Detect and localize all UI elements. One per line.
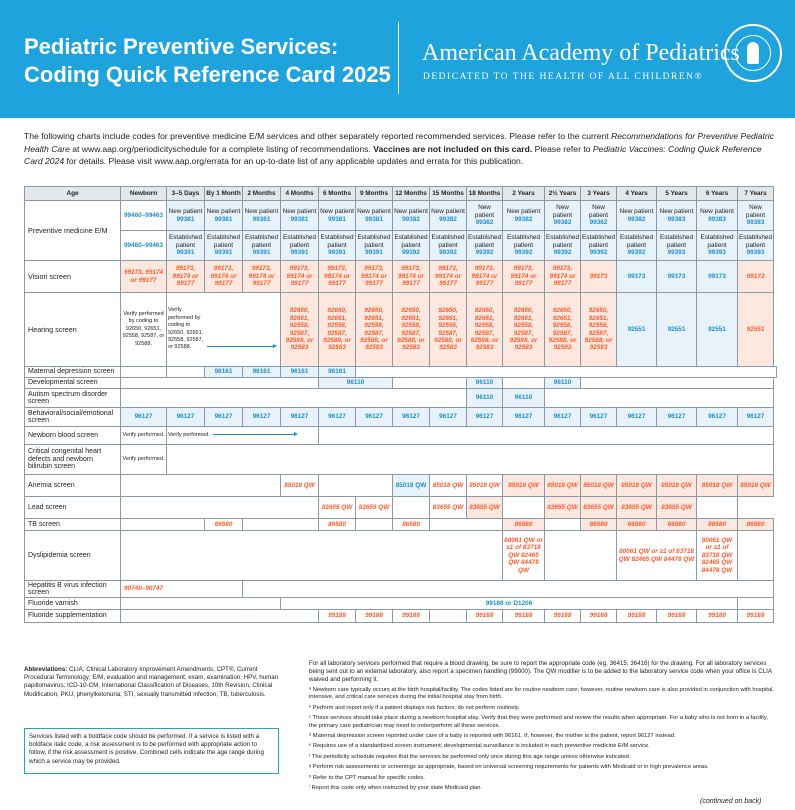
table-cell: 99173 [657, 261, 697, 293]
table-cell: 99173, 99174 or 99177 [281, 261, 319, 293]
table-cell: 96127 [205, 408, 243, 427]
table-cell: 99173, 99174 or 99177 [467, 261, 503, 293]
table-cell: Established patient 99392 [503, 231, 545, 261]
table-cell: 96127 [430, 408, 467, 427]
table-cell: New patient 99381 [356, 201, 393, 231]
table-cell: 96110 [467, 389, 503, 408]
table-cell: 99173, 99174 or 99177 [356, 261, 393, 293]
age-1-month: By 1 Month [205, 187, 243, 201]
age-5-years: 5 Years [657, 187, 697, 201]
row-label-anemia: Anemia screen [25, 475, 121, 497]
header-divider [398, 22, 399, 94]
table-cell: 83655 QW [617, 497, 657, 519]
table-cell: Established patient 99391 [356, 231, 393, 261]
table-cell: 99173, 99174 or 99177 [503, 261, 545, 293]
table-cell [430, 610, 467, 623]
table-cell: Established patient 99392 [617, 231, 657, 261]
table-cell: 99188 [738, 610, 774, 623]
table-cell: 99173, 99174 or 99177 [430, 261, 467, 293]
table-cell: 96127 [503, 408, 545, 427]
lead-row [25, 497, 777, 519]
table-cell: 96127 [393, 408, 430, 427]
footnote-d: ᵈ Maternal depression screen reported under care of a baby is reported with 96161. If, however, the mother is the patient, report 96127 instead. [309, 733, 676, 740]
table-cell: 99188 [545, 610, 581, 623]
table-cell: New patient 99383 [657, 201, 697, 231]
table-cell: 99188 [467, 610, 503, 623]
table-cell: Established patient 99392 [467, 231, 503, 261]
table-cell: New patient 99381 [319, 201, 356, 231]
row-label-preventive: Preventive medicine E/M [25, 201, 121, 261]
table-cell: 96110 [545, 378, 581, 389]
table-cell: 99188 [617, 610, 657, 623]
age-2-months: 2 Months [243, 187, 281, 201]
behavioral-row [25, 408, 777, 427]
autism-row [25, 389, 777, 408]
table-cell: New patient 99382 [467, 201, 503, 231]
table-cell: 96110 [467, 378, 503, 389]
table-cell: 86580 [697, 519, 738, 531]
org-name: American Academy of Pediatrics [422, 40, 740, 66]
table-cell: 85018 QW [393, 475, 430, 497]
table-cell: 86580 [617, 519, 657, 531]
table-cell [545, 519, 581, 531]
age-2-5-years: 2½ Years [545, 187, 581, 201]
table-cell: New patient 99382 [430, 201, 467, 231]
table-cell [121, 519, 205, 531]
developmental-row [25, 378, 777, 389]
row-label-vision: Vision screen [25, 261, 121, 293]
table-cell: 96161 [243, 367, 281, 378]
table-cell: 92551 [738, 293, 774, 367]
table-cell: 96127 [738, 408, 774, 427]
table-cell: 92650, 92651, 92558, 92587, 92588, or 92583 [545, 293, 581, 367]
table-cell: 99173 [581, 261, 617, 293]
footnote-c: ᶜ These services should take place during a newborn hospital stay. Verify that they were performed and review the results when appropriate. For a baby who is not born in a facility, the primary care pediatrician may need to order/perform all these services. [309, 715, 768, 729]
table-cell: Established patient 99392 [581, 231, 617, 261]
table-cell: Established patient 99391 [319, 231, 356, 261]
table-cell: 96127 [121, 408, 167, 427]
table-cell [581, 378, 774, 389]
table-cell: New patient 99383 [738, 201, 774, 231]
coding-table [24, 186, 777, 623]
age-6-months: 6 Months [319, 187, 356, 201]
age-3-5-days: 3–5 Days [167, 187, 205, 201]
table-cell [121, 367, 167, 378]
table-cell [356, 367, 777, 378]
abbreviations: Abbreviations: CLIA, Clinical Laboratory Improvement Amendments; CPT®, Current Procedural Terminology; E/M, evaluation and management; exam, examination; HPV, human papillomavirus; ICD-10-CM, International Classification of Diseases, 10th Revision, Clinical Modification; PKU, phenylketonuria; STI, sexually transmitted infection; TB, tuberculosis. [24, 666, 279, 698]
table-cell: 99173, 99174 or 99177 [205, 261, 243, 293]
table-cell: 80061 QW or ≥1 of 83718 QW 82465 QW 84478 QW [503, 531, 545, 581]
table-cell: 85018 QW [617, 475, 657, 497]
footnote-a: ᵃ Newborn care typically occurs at the birth hospital/facility. The codes listed are for routine newborn care; however, routine newborn care is also provided in conjunction with hospital, intensive, and critical care services during the initial hospital stay from birth. [309, 687, 774, 701]
age-4-months: 4 Months [281, 187, 319, 201]
table-cell [319, 475, 393, 497]
table-cell: 83655 QW [430, 497, 467, 519]
age-7-years: 7 Years [738, 187, 774, 201]
age-2-years: 2 Years [503, 187, 545, 201]
table-cell [738, 598, 774, 610]
table-cell: 99188 [503, 610, 545, 623]
footnote-f: ᶠ The periodicity schedule requires that the services be performed only once during this age range unless otherwise indicated. [309, 753, 631, 760]
table-cell: 99188 [657, 610, 697, 623]
table-cell: 85018 QW [467, 475, 503, 497]
table-cell: 92650, 92651, 92558, 92587, 92588, or 92583 [503, 293, 545, 367]
table-cell: 99188 or D1206 [281, 598, 738, 610]
table-cell [243, 519, 319, 531]
table-cell: 92650, 92651, 92558, 92587, 92588, or 92583 [281, 293, 319, 367]
table-cell: 83655 QW [319, 497, 356, 519]
table-cell: 92650, 92651, 92558, 92587, 92588, or 92583 [430, 293, 467, 367]
table-cell: 86580 [581, 519, 617, 531]
hepb-row [25, 581, 777, 598]
table-cell: 99173, 99174 or 99177 [393, 261, 430, 293]
preventive-established-row [25, 231, 777, 261]
table-cell: 85018 QW [581, 475, 617, 497]
age-18-months: 18 Months [467, 187, 503, 201]
maternal-row [25, 367, 777, 378]
table-cell: 80061 QW or ≥1 of 83718 QW 82465 QW 84478 QW [617, 531, 697, 581]
table-cell: Established patient 99391 [281, 231, 319, 261]
hearing-row [25, 293, 777, 367]
row-label-hepb: Hepatitis B virus infection screen [25, 581, 121, 598]
varnish-row [25, 598, 777, 610]
supplement-row [25, 610, 777, 623]
table-cell [393, 497, 430, 519]
table-cell: 85018 QW [697, 475, 738, 497]
table-cell: Established patient 99391 [167, 231, 205, 261]
table-cell: 86580 [319, 519, 356, 531]
table-cell: 99173 [697, 261, 738, 293]
table-cell: 96127 [545, 408, 581, 427]
table-cell: 85018 QW [503, 475, 545, 497]
table-cell [503, 497, 545, 519]
table-cell [356, 519, 393, 531]
table-cell: Established patient 99391 [205, 231, 243, 261]
table-cell: Established patient 99391 [243, 231, 281, 261]
table-cell: 99173, 99174 or 99177 [121, 261, 167, 293]
footnote-g: ᵍ Perform risk assessments or screenings as appropriate, based on universal screening requirements for patients with Medicaid or in high prevalence areas. [309, 764, 709, 771]
table-cell: Verify performed by coding to 92650, 92651, 92558, 92587, or 92588. [167, 293, 281, 367]
table-cell [545, 531, 617, 581]
age-header-row [25, 187, 777, 201]
arrow-icon [213, 434, 295, 435]
footnote-i: ⁱ Report this code only when instructed by your state Medicaid plan. [309, 785, 483, 792]
table-cell: 96127 [657, 408, 697, 427]
page-title-line1: Pediatric Preventive Services: [24, 34, 339, 59]
table-cell [167, 367, 205, 378]
row-label-lead: Lead screen [25, 497, 121, 519]
table-cell: New patient 99382 [617, 201, 657, 231]
cell: 99460–99463 [121, 201, 167, 231]
table-cell [121, 378, 319, 389]
table-cell: Verify performed by coding to 92650, 92651, 92558, 92587, or 92588. [121, 293, 167, 367]
lab-note: For all laboratory services performed that require a blood drawing, be sure to report the appropriate code (eg, 36415, 36416) for the drawing. For all laboratory services being sent out to an external laboratory, also report a specimen handling (99000). The QW modifier is to be added to the laboratory service code when your office is CLIA waived and performing it. [309, 660, 772, 683]
table-cell: 85018 QW [738, 475, 774, 497]
age-15-months: 15 Months [430, 187, 467, 201]
footnote-e: ᵉ Requires use of a standardized screen instrument; developmental surveillance is included in each preventive medicine E/M service. [309, 743, 650, 750]
row-label-hearing: Hearing screen [25, 293, 121, 367]
row-label-cchd: Critical congenital heart defects and newborn bilirubin screen [25, 445, 121, 475]
table-cell: 92650, 92651, 92558, 92587, 92588, or 92583 [467, 293, 503, 367]
preventive-new-row [25, 201, 777, 231]
age-newborn: Newborn [121, 187, 167, 201]
table-cell: 85018 QW [657, 475, 697, 497]
row-label-behavioral: Behavioral/social/emotional screen [25, 408, 121, 427]
table-cell: 83655 QW [467, 497, 503, 519]
table-cell [319, 427, 774, 445]
row-label-autism: Autism spectrum disorder screen [25, 389, 121, 408]
anemia-row [25, 475, 777, 497]
table-cell: 99173 [738, 261, 774, 293]
table-cell: New patient 99381 [205, 201, 243, 231]
table-cell: 96127 [581, 408, 617, 427]
row-label-dyslipidemia: Dyslipidemia screen [25, 531, 121, 581]
vision-row [25, 261, 777, 293]
table-cell: 96127 [617, 408, 657, 427]
table-cell [243, 581, 774, 598]
table-cell: 80061 QW or ≥1 of 83718 QW 82465 QW 84478 QW [697, 531, 738, 581]
table-cell: Established patient 99392 [393, 231, 430, 261]
table-cell: Verify performed. [121, 427, 167, 445]
row-label-supplement: Fluoride supplementation [25, 610, 121, 623]
table-cell: 86580 [503, 519, 545, 531]
age-3-years: 3 Years [581, 187, 617, 201]
table-cell: 99173, 99174 or 99177 [243, 261, 281, 293]
table-cell: 96127 [467, 408, 503, 427]
arrow-icon [207, 346, 274, 347]
table-cell: 96127 [167, 408, 205, 427]
table-cell [545, 389, 774, 408]
table-cell: 99188 [319, 610, 356, 623]
age-12-months: 12 Months [393, 187, 430, 201]
table-cell: 96127 [697, 408, 738, 427]
row-label-maternal: Maternal depression screen [25, 367, 121, 378]
table-cell [121, 497, 319, 519]
table-cell: 85018 QW [545, 475, 581, 497]
footnote-h: ʰ Refer to the CPT manual for specific codes. [309, 774, 425, 781]
table-cell: 99188 [393, 610, 430, 623]
table-cell: 83655 QW [356, 497, 393, 519]
table-cell: New patient 99383 [697, 201, 738, 231]
table-cell: 96127 [319, 408, 356, 427]
footnote-b: ᵇ Perform and report only if a patient displays risk factors; do not perform routinely. [309, 704, 520, 711]
header-banner [0, 0, 795, 118]
table-cell: 96127 [281, 408, 319, 427]
age-6-years: 6 Years [697, 187, 738, 201]
table-cell: Established patient 99393 [657, 231, 697, 261]
age-4-years: 4 Years [617, 187, 657, 201]
table-cell: 99188 [581, 610, 617, 623]
dyslipidemia-row [25, 531, 777, 581]
intro-paragraph: The following charts include codes for preventive medicine E/M services and other separately reported recommended services. Please refer to the current Recommendations for Preventive Pediatric Health Care at www.aap.org/periodicityschedule for a complete listing of recommendations. Vaccines are not included on this card. Please refer to Pediatric Vaccines: Coding Quick Reference Card 2024 for details. Please visit www.aap.org/errata for an up-to-date list of any applicable updates and errata for this publication. [24, 131, 774, 167]
row-label-developmental: Developmental screen [25, 378, 121, 389]
table-cell: 92551 [617, 293, 657, 367]
table-cell: 92551 [697, 293, 738, 367]
table-cell: New patient 99382 [545, 201, 581, 231]
table-cell: 99188 [697, 610, 738, 623]
table-cell: 96127 [356, 408, 393, 427]
table-cell: 99173, 99174 or 99177 [167, 261, 205, 293]
table-cell: 92551 [657, 293, 697, 367]
table-cell: 90740–90747 [121, 581, 243, 598]
table-cell [167, 445, 774, 475]
aap-seal-icon [724, 24, 782, 82]
table-cell [121, 531, 503, 581]
table-cell: 92650, 92651, 92558, 92587, 92588, or 92583 [581, 293, 617, 367]
table-cell [393, 378, 467, 389]
table-cell: 92650, 92651, 92558, 92587, 92588, or 92583 [356, 293, 393, 367]
cell: 99460–99463 [121, 231, 167, 261]
table-cell: New patient 99382 [503, 201, 545, 231]
table-cell [503, 378, 545, 389]
table-cell [121, 598, 281, 610]
table-cell: 96127 [243, 408, 281, 427]
continued-on-back: (continued on back) [700, 798, 762, 805]
table-cell: 96161 [281, 367, 319, 378]
table-cell: New patient 99382 [393, 201, 430, 231]
table-cell [738, 531, 774, 581]
table-cell [430, 519, 503, 531]
row-label-newborn-blood: Newborn blood screen [25, 427, 121, 445]
table-cell: 96161 [319, 367, 356, 378]
table-cell: 99173, 99174 or 99177 [319, 261, 356, 293]
footnotes [309, 660, 776, 795]
table-cell: 96110 [503, 389, 545, 408]
table-cell: 96161 [205, 367, 243, 378]
table-cell: Established patient 99393 [697, 231, 738, 261]
table-cell [697, 497, 738, 519]
legend-box: Services listed with a boldface code should be performed. If a service is listed with a boldface italic code, a risk assessment is to be performed with appropriate action to follow, if the risk assessment is positive. Combined cells indicate the age range during which a service may be provided. [24, 728, 279, 774]
table-cell: 99173, 99174 or 99177 [545, 261, 581, 293]
table-cell: Established patient 99392 [430, 231, 467, 261]
table-cell: 86580 [205, 519, 243, 531]
table-cell: New patient 99381 [281, 201, 319, 231]
row-label-varnish: Fluoride varnish [25, 598, 121, 610]
page-title-line2: Coding Quick Reference Card 2025 [24, 62, 391, 87]
table-cell: 83655 QW [581, 497, 617, 519]
table-cell [121, 610, 319, 623]
table-cell: New patient 99381 [243, 201, 281, 231]
table-cell: 83655 QW [657, 497, 697, 519]
table-cell: New patient 99381 [167, 201, 205, 231]
table-cell: Verify performed. [121, 445, 167, 475]
org-tagline: DEDICATED TO THE HEALTH OF ALL CHILDREN® [423, 72, 704, 82]
age-9-months: 9 Months [356, 187, 393, 201]
tb-row [25, 519, 777, 531]
table-cell: 86580 [393, 519, 430, 531]
row-label-tb: TB screen [25, 519, 121, 531]
table-cell: 92650, 92651, 92558, 92587, 92588, or 92583 [393, 293, 430, 367]
age-header: Age [25, 187, 121, 201]
table-cell: 86580 [738, 519, 774, 531]
table-cell [121, 389, 467, 408]
table-cell: 83655 QW [545, 497, 581, 519]
table-cell: 96110 [319, 378, 393, 389]
table-cell: Established patient 99393 [738, 231, 774, 261]
table-cell: 85018 QW [281, 475, 319, 497]
table-cell: 92650, 92651, 92558, 92587, 92588, or 92583 [319, 293, 356, 367]
table-cell: 86580 [657, 519, 697, 531]
newborn-blood-row [25, 427, 777, 445]
table-cell: 99173 [617, 261, 657, 293]
table-cell: New patient 99382 [581, 201, 617, 231]
cchd-row [25, 445, 777, 475]
table-cell: Verify performed. [167, 427, 319, 445]
table-cell: Established patient 99392 [545, 231, 581, 261]
table-cell [121, 475, 281, 497]
table-cell: 99188 [356, 610, 393, 623]
table-cell: 85018 QW [430, 475, 467, 497]
